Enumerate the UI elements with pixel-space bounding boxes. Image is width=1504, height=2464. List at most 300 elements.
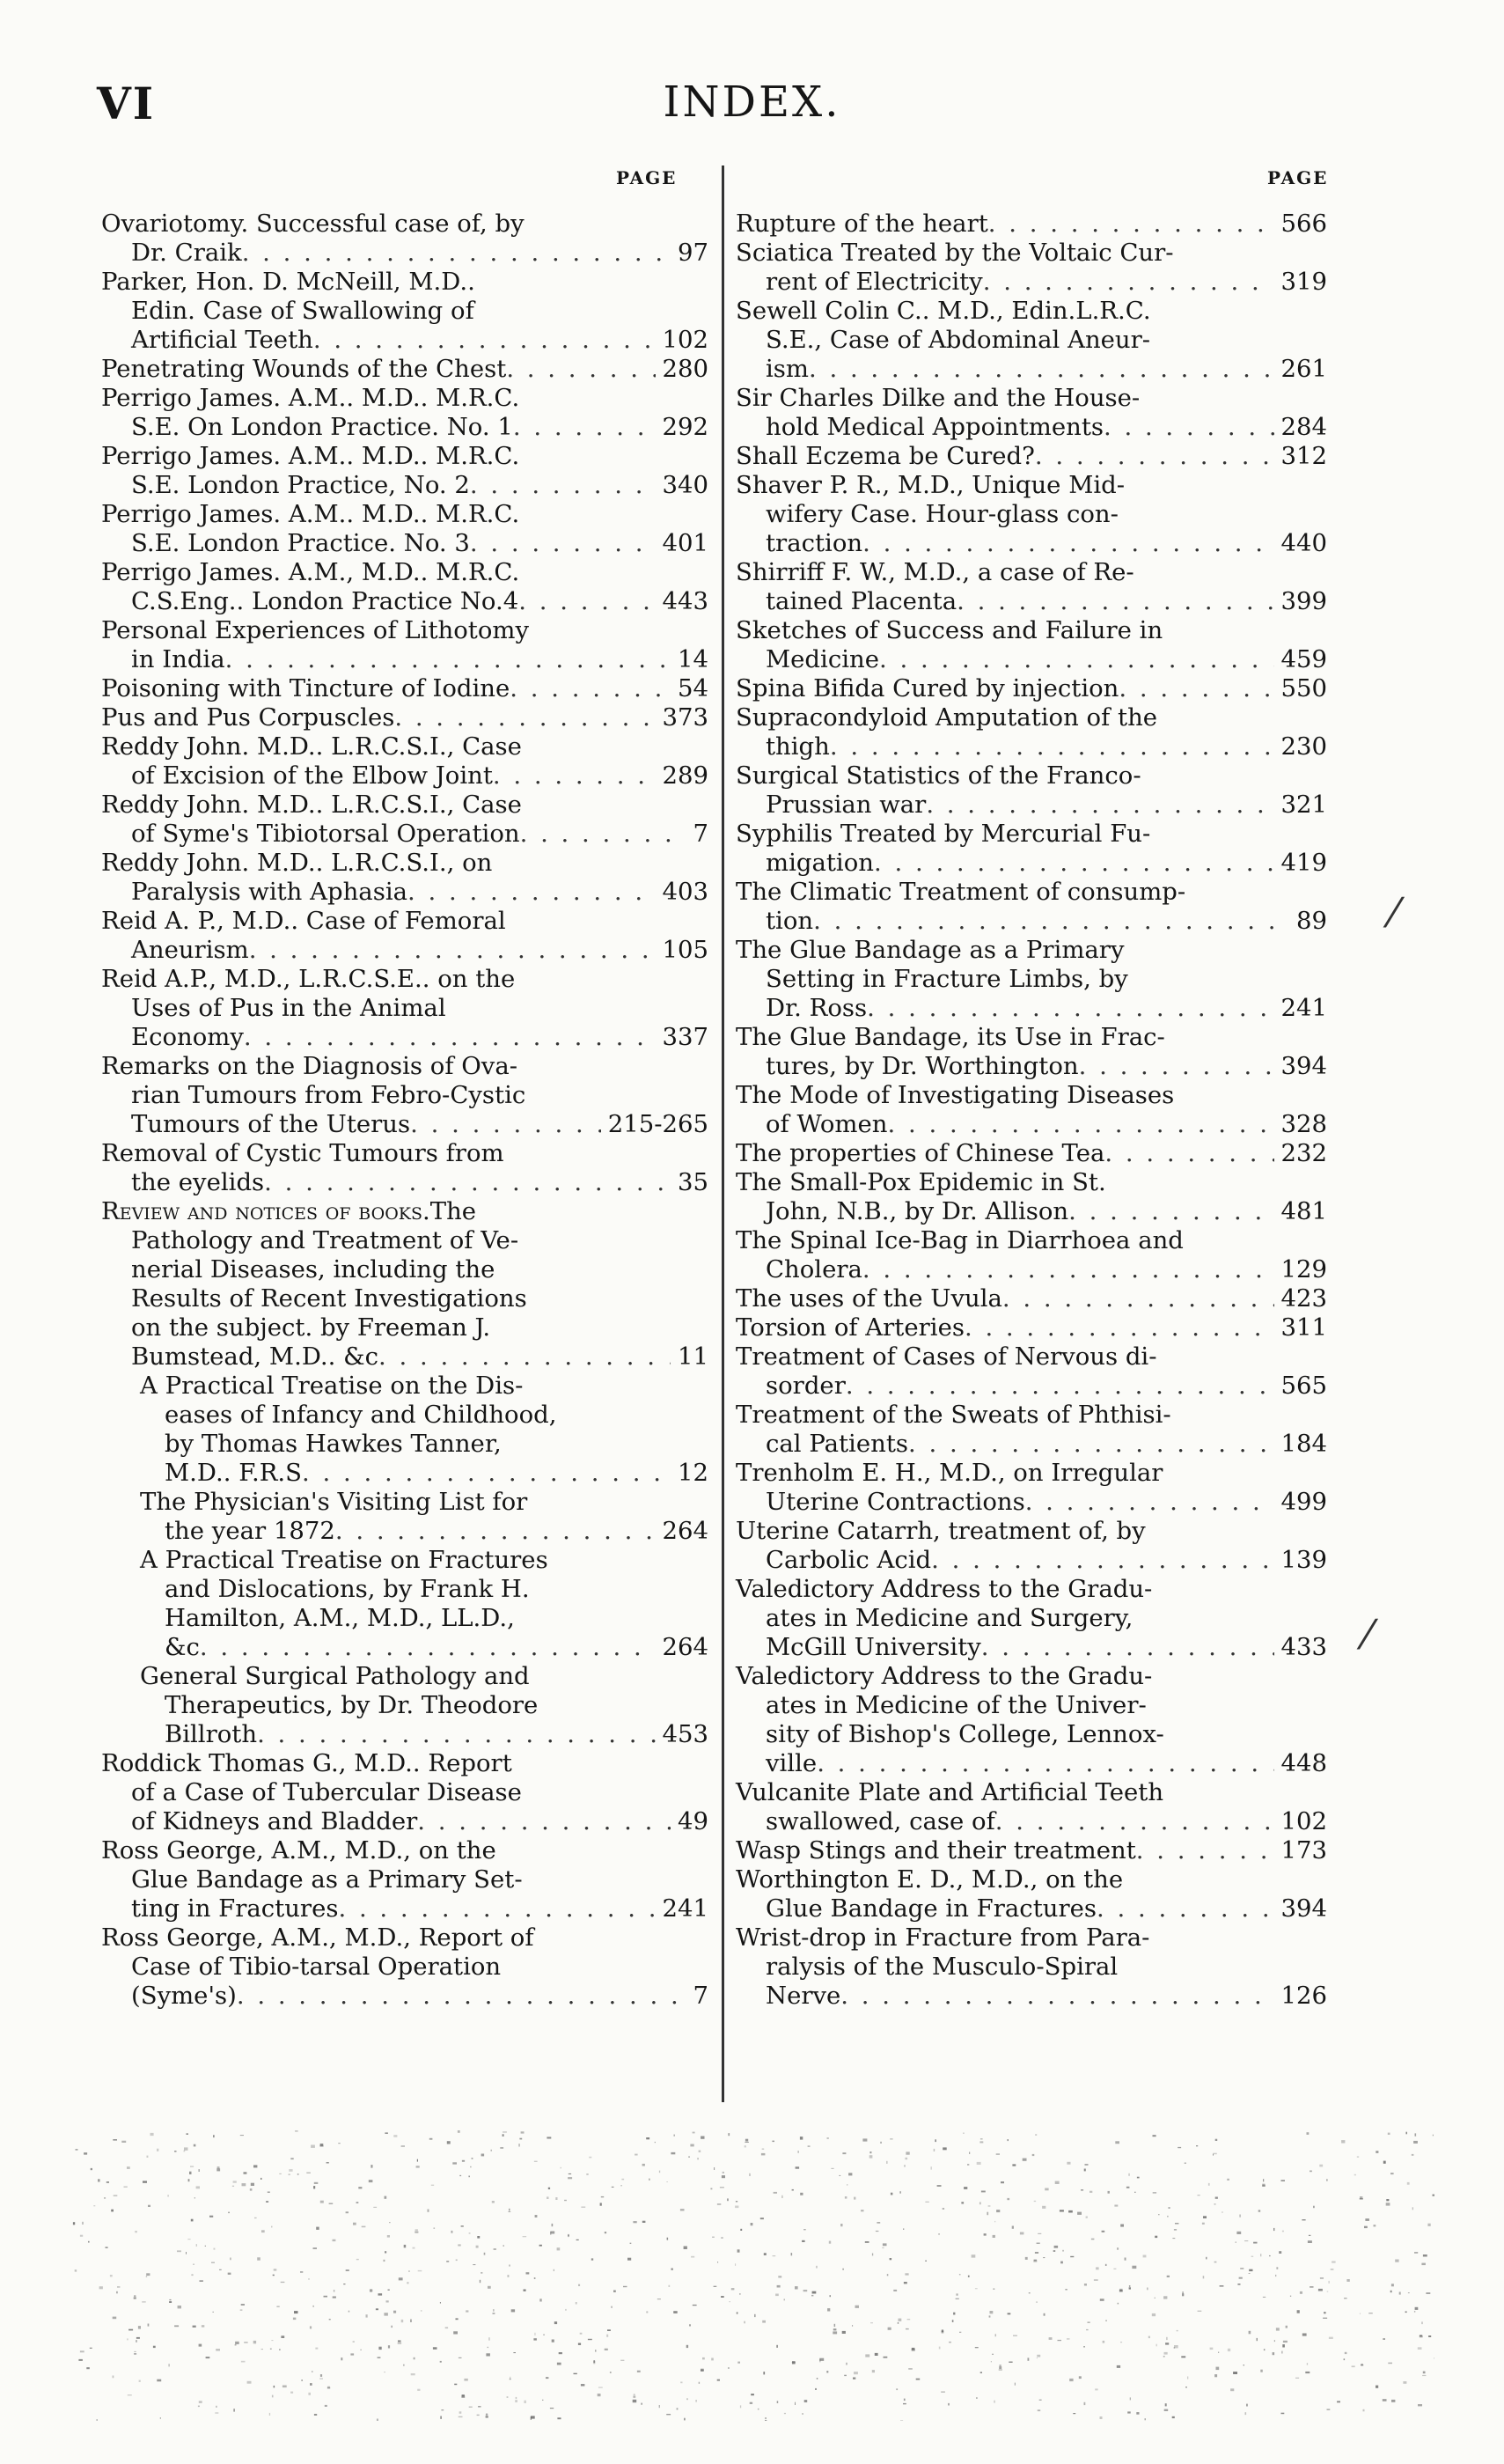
page-number: 566 (1280, 210, 1327, 238)
noise-speck (466, 2310, 468, 2312)
noise-speck (1067, 2338, 1070, 2339)
noise-speck (486, 2413, 488, 2414)
entry-line (101, 1691, 708, 1720)
index-entry (101, 442, 708, 500)
noise-speck (1182, 2293, 1184, 2296)
noise-speck (762, 2321, 766, 2323)
page-number: 49 (678, 1807, 708, 1835)
noise-speck (1007, 2198, 1009, 2200)
noise-speck (975, 2347, 979, 2348)
leader-dots (378, 1342, 671, 1372)
entry-text: wifery Case. Hour-glass con- (766, 500, 1119, 528)
noise-speck (189, 2172, 192, 2174)
entry-line (736, 239, 1327, 268)
noise-speck (404, 2245, 407, 2247)
noise-speck (1164, 2352, 1168, 2355)
index-entry (736, 384, 1327, 442)
entry-text: ates in Medicine and Surgery, (766, 1604, 1134, 1632)
noise-speck (476, 2246, 479, 2248)
noise-speck (611, 2306, 613, 2308)
entry-text: Torsion of Arteries (736, 1313, 965, 1342)
noise-speck (621, 2179, 624, 2181)
index-entry (736, 210, 1327, 239)
page-number: 105 (662, 936, 708, 964)
noise-speck (581, 2207, 585, 2208)
noise-speck (1084, 2169, 1086, 2172)
noise-speck (912, 2349, 915, 2351)
noise-speck (1167, 2276, 1170, 2277)
noise-speck (830, 2295, 832, 2297)
noise-speck (717, 2379, 720, 2381)
noise-speck (247, 2381, 252, 2384)
leader-dots (983, 268, 1274, 297)
noise-speck (1053, 2250, 1056, 2252)
entry-text: Surgical Statistics of the Franco- (736, 761, 1141, 790)
noise-speck (854, 2372, 858, 2374)
entry-text: rian Tumours from Febro-Cystic (131, 1081, 526, 1109)
noise-speck (1089, 2191, 1092, 2193)
noise-speck (840, 2224, 842, 2226)
page-number: 423 (1280, 1284, 1327, 1313)
noise-speck (228, 2212, 230, 2214)
noise-speck (366, 2314, 368, 2317)
entry-text: sorder (766, 1372, 846, 1400)
noise-speck (75, 2269, 77, 2271)
noise-speck (1172, 2238, 1175, 2239)
entry-text: Reddy John. M.D.. L.R.C.S.I., Case (101, 791, 522, 819)
index-entry (101, 1052, 708, 1139)
noise-speck (1319, 2165, 1323, 2167)
noise-speck (524, 2401, 526, 2403)
noise-speck (1341, 2140, 1345, 2143)
index-entry (101, 500, 708, 558)
page-number: 433 (1280, 1633, 1327, 1661)
noise-speck (1032, 2154, 1035, 2156)
noise-speck (1352, 2365, 1355, 2367)
entry-line (736, 994, 1327, 1023)
noise-speck (1035, 2134, 1037, 2135)
noise-speck (714, 2286, 717, 2287)
page-number: 126 (1280, 1982, 1327, 2010)
noise-speck (1108, 2191, 1110, 2194)
noise-speck (900, 2420, 903, 2421)
noise-speck (526, 2272, 530, 2274)
noise-speck (1156, 2344, 1157, 2347)
noise-speck (441, 2409, 444, 2410)
entry-line (736, 1546, 1327, 1575)
noise-speck (481, 2272, 482, 2273)
entry-text: Reddy John. M.D.. L.R.C.S.I., on (101, 849, 493, 877)
noise-speck (333, 2297, 336, 2299)
entry-text: Glue Bandage in Fractures (766, 1894, 1097, 1923)
noise-speck (104, 2197, 106, 2198)
noise-speck (690, 2144, 693, 2147)
noise-speck (778, 2276, 781, 2277)
entry-text: tion (766, 907, 814, 935)
noise-speck (792, 2362, 796, 2363)
noise-speck (279, 2349, 281, 2350)
noise-speck (524, 2290, 526, 2291)
noise-speck (817, 2378, 818, 2379)
entry-line (101, 1720, 708, 1749)
noise-speck (353, 2342, 355, 2343)
entry-text: Aneurism (131, 936, 249, 964)
entry-line (101, 907, 708, 936)
noise-speck (1383, 2161, 1386, 2164)
entry-text: traction (766, 529, 863, 557)
noise-speck (834, 2324, 836, 2327)
noise-speck (290, 2158, 293, 2159)
page-number: 311 (1280, 1313, 1327, 1342)
noise-speck (1428, 2335, 1431, 2337)
noise-speck (1245, 2412, 1247, 2415)
noise-speck (1214, 2374, 1217, 2377)
noise-speck (904, 2399, 906, 2401)
noise-speck (297, 2173, 299, 2175)
page-number: 419 (1280, 849, 1327, 877)
entry-text: S.E. London Practice. No. 3 (131, 529, 470, 557)
noise-speck (281, 2282, 285, 2283)
noise-speck (777, 2401, 779, 2403)
noise-speck (598, 2387, 603, 2388)
leader-dots (242, 239, 671, 268)
entry-text: Perrigo James. A.M., M.D.. M.R.C. (101, 558, 520, 586)
entry-text: Dr. Ross (766, 994, 868, 1022)
noise-speck (276, 2306, 279, 2307)
noise-speck (142, 2301, 146, 2302)
noise-speck (519, 2138, 522, 2140)
noise-speck (989, 2315, 991, 2317)
noise-speck (266, 2201, 268, 2203)
noise-speck (595, 2350, 596, 2351)
noise-speck (378, 2347, 381, 2350)
noise-speck (999, 2366, 1001, 2369)
entry-line (101, 1894, 708, 1923)
entry-line (101, 849, 708, 878)
noise-speck (477, 2236, 480, 2239)
entry-line (101, 1430, 708, 1459)
noise-speck (1037, 2355, 1040, 2357)
entry-line (101, 674, 708, 703)
noise-speck (760, 2218, 764, 2219)
entry-text: Dr. Craik (131, 239, 242, 267)
noise-speck (459, 2357, 462, 2358)
noise-speck (731, 2288, 735, 2290)
noise-speck (310, 2383, 312, 2386)
page-number: 440 (1280, 529, 1327, 557)
noise-speck (233, 2409, 234, 2411)
noise-speck (462, 2160, 465, 2162)
noise-speck (486, 2416, 488, 2417)
entry-text: Results of Recent Investigations (131, 1284, 527, 1313)
index-entry (101, 674, 708, 703)
noise-speck (153, 2346, 156, 2348)
noise-speck (1421, 2263, 1426, 2266)
noise-speck (503, 2134, 504, 2137)
noise-speck (1240, 2268, 1244, 2269)
noise-speck (884, 2357, 888, 2358)
noise-speck (447, 2141, 451, 2144)
leader-dots (493, 761, 656, 791)
noise-speck (673, 2311, 678, 2313)
entry-text: Therapeutics, by Dr. Theodore (165, 1691, 539, 1719)
entry-text: Removal of Cystic Tumours from (101, 1139, 504, 1167)
noise-speck (578, 2284, 580, 2286)
noise-speck (833, 2331, 837, 2334)
index-entry (736, 1575, 1327, 1662)
entry-line (101, 965, 708, 994)
noise-speck (1309, 2235, 1311, 2236)
entry-text: ates in Medicine of the Univer- (766, 1691, 1147, 1719)
noise-speck (492, 2201, 495, 2203)
noise-speck (796, 2166, 800, 2168)
index-entry (736, 1836, 1327, 1865)
entry-line (736, 878, 1327, 907)
noise-speck (957, 2293, 958, 2295)
noise-speck (642, 2221, 646, 2223)
noise-speck (469, 2407, 473, 2408)
noise-speck (1426, 2292, 1430, 2294)
entry-line (736, 355, 1327, 384)
entry-text: Economy (131, 1023, 244, 1051)
leader-dots (313, 326, 656, 355)
noise-speck (1044, 2313, 1045, 2316)
index-entry (736, 1517, 1327, 1575)
index-entry (736, 297, 1327, 384)
entry-line (736, 471, 1327, 500)
noise-speck (416, 2166, 420, 2167)
noise-speck (1320, 2277, 1324, 2279)
entry-text: Billroth (165, 1720, 258, 1748)
page-number: 292 (662, 413, 708, 441)
entry-line (736, 1604, 1327, 1633)
noise-speck (111, 2210, 114, 2212)
noise-speck (1008, 2139, 1009, 2141)
noise-speck (393, 2311, 396, 2313)
noise-speck (737, 2362, 740, 2364)
noise-speck (699, 2382, 700, 2384)
noise-speck (1216, 2367, 1220, 2371)
page-number: 241 (1280, 994, 1327, 1022)
noise-speck (1263, 2297, 1266, 2298)
entry-line (101, 1081, 708, 1110)
noise-speck (1326, 2179, 1328, 2181)
noise-speck (1035, 2252, 1038, 2254)
pencil-mark-icon: ⁄ (1390, 889, 1398, 937)
noise-speck (378, 2293, 383, 2295)
noise-speck (1029, 2292, 1031, 2293)
noise-speck (735, 2206, 738, 2209)
noise-speck (1220, 2285, 1224, 2287)
noise-speck (659, 2405, 660, 2408)
page-number: 550 (1280, 674, 1327, 702)
noise-speck (410, 2320, 412, 2323)
noise-speck (488, 2337, 490, 2341)
noise-speck (968, 2276, 970, 2277)
noise-speck (987, 2212, 988, 2216)
page-number: 102 (662, 326, 708, 354)
noise-speck (408, 2270, 409, 2271)
noise-speck (600, 2203, 602, 2205)
noise-speck (1236, 2232, 1241, 2234)
index-entry (101, 1923, 708, 2011)
noise-speck (693, 2305, 697, 2306)
noise-speck (534, 2161, 538, 2162)
noise-speck (728, 2133, 730, 2136)
entry-text: Wrist-drop in Fracture from Para- (736, 1923, 1150, 1952)
index-entry (736, 703, 1327, 761)
noise-speck (1386, 2199, 1389, 2201)
noise-speck (1202, 2223, 1205, 2225)
noise-speck (574, 2373, 577, 2374)
noise-speck (488, 2286, 491, 2289)
entry-text: Poisoning with Tincture of Iodine (101, 674, 510, 702)
noise-speck (564, 2200, 567, 2201)
noise-speck (802, 2240, 805, 2242)
entry-line (101, 355, 708, 384)
entry-line (101, 936, 708, 965)
leader-dots (470, 471, 656, 500)
noise-speck (300, 2271, 303, 2272)
noise-speck (795, 2286, 798, 2289)
leader-dots (1104, 1139, 1273, 1168)
noise-speck (1025, 2257, 1028, 2260)
noise-speck (581, 2384, 585, 2386)
noise-speck (388, 2345, 390, 2348)
noise-speck (1163, 2296, 1167, 2299)
noise-speck (157, 2149, 158, 2151)
entry-text: The Climatic Treatment of consump- (736, 878, 1186, 906)
noise-speck (994, 2221, 995, 2222)
noise-speck (646, 2311, 648, 2313)
noise-speck (1345, 2352, 1347, 2354)
entry-line (101, 297, 708, 326)
entry-text: migation (766, 849, 874, 877)
noise-speck (722, 2175, 725, 2178)
noise-speck (784, 2299, 786, 2300)
entry-line (736, 1459, 1327, 1488)
noise-speck (370, 2165, 372, 2168)
noise-speck (187, 2239, 190, 2240)
noise-speck (213, 2312, 214, 2313)
entry-text: Tumours of the Uterus (131, 1110, 411, 1138)
noise-speck (1275, 2275, 1276, 2276)
noise-speck (124, 2187, 128, 2188)
leader-dots (957, 587, 1273, 616)
noise-speck (1136, 2412, 1139, 2415)
noise-speck (1114, 2205, 1118, 2207)
noise-speck (898, 2322, 899, 2324)
noise-speck (290, 2392, 293, 2394)
entry-text: McGill University (766, 1633, 981, 1661)
noise-speck (1068, 2210, 1073, 2213)
noise-speck (1418, 2347, 1422, 2350)
noise-speck (887, 2274, 889, 2276)
noise-speck (272, 2395, 274, 2398)
noise-speck (1134, 2192, 1135, 2193)
noise-speck (550, 2408, 554, 2409)
noise-speck (846, 2363, 847, 2365)
noise-speck (792, 2189, 794, 2191)
leader-dots (518, 587, 655, 616)
noise-speck (1239, 2277, 1243, 2279)
index-entry (101, 1139, 708, 1197)
noise-speck (1276, 2267, 1278, 2269)
noise-speck (1415, 2307, 1419, 2310)
noise-speck (1357, 2157, 1359, 2158)
noise-speck (1249, 2273, 1251, 2274)
index-entry (736, 820, 1327, 878)
noise-speck (961, 2202, 964, 2203)
noise-speck (1166, 2337, 1168, 2340)
noise-speck (674, 2135, 675, 2137)
noise-speck (1001, 2181, 1004, 2183)
noise-speck (1100, 2299, 1104, 2301)
index-entry (736, 1168, 1327, 1226)
left-page-label: PAGE (616, 167, 678, 188)
noise-speck (865, 2241, 869, 2243)
entry-text: tures, by Dr. Worthington (766, 1052, 1079, 1080)
noise-speck (948, 2403, 949, 2406)
noise-speck (415, 2229, 418, 2231)
noise-speck (184, 2151, 186, 2152)
noise-speck (440, 2361, 442, 2363)
leader-dots (335, 1517, 656, 1546)
page-number: 499 (1280, 1488, 1327, 1516)
noise-speck (903, 2403, 906, 2404)
page-number: 394 (1280, 1052, 1327, 1080)
noise-speck (1433, 2195, 1435, 2196)
entry-text: in India (131, 645, 225, 673)
noise-speck (697, 2158, 699, 2159)
entry-line (101, 500, 708, 529)
noise-speck (1172, 2416, 1175, 2418)
noise-speck (996, 2154, 1000, 2155)
noise-speck (773, 2255, 776, 2256)
entry-text: on the subject. by Freeman J. (131, 1313, 491, 1342)
noise-speck (333, 2240, 336, 2241)
noise-speck (244, 2342, 247, 2343)
noise-speck (942, 2329, 943, 2332)
noise-speck (1360, 2196, 1362, 2199)
noise-speck (904, 2165, 906, 2166)
noise-speck (533, 2338, 537, 2340)
entry-line (101, 1342, 708, 1372)
entry-line (736, 791, 1327, 820)
index-entry (736, 1662, 1327, 1778)
noise-speck (211, 2262, 215, 2263)
leader-dots (862, 1255, 1274, 1284)
noise-speck (1344, 2298, 1347, 2299)
noise-speck (244, 2172, 247, 2173)
noise-speck (1318, 2289, 1323, 2291)
noise-speck (684, 2418, 686, 2421)
noise-speck (168, 2364, 170, 2366)
noise-speck (509, 2209, 510, 2211)
noise-speck (906, 2328, 909, 2329)
noise-speck (539, 2245, 542, 2247)
noise-speck (1360, 2313, 1361, 2314)
page-number: 289 (662, 761, 708, 790)
entry-text: Roddick Thomas G., M.D.. Report (101, 1749, 512, 1777)
noise-speck (1077, 2212, 1082, 2215)
noise-speck (452, 2162, 457, 2164)
entry-text: Penetrating Wounds of the Chest (101, 355, 507, 383)
noise-speck (369, 2180, 373, 2182)
noise-speck (671, 2269, 673, 2270)
noise-speck (687, 2398, 688, 2400)
index-entry (736, 1226, 1327, 1284)
